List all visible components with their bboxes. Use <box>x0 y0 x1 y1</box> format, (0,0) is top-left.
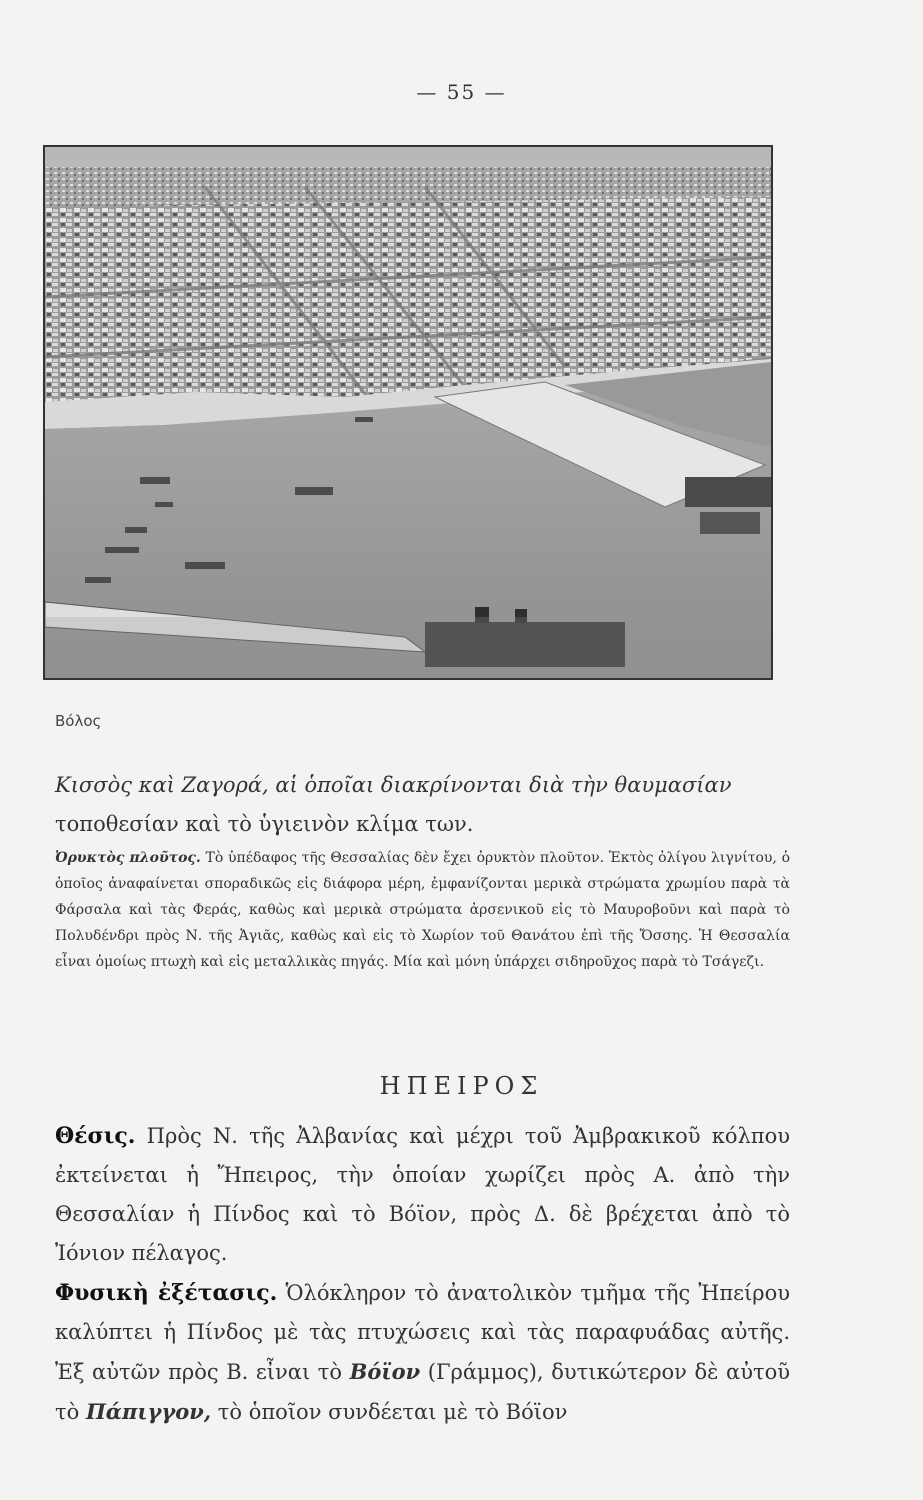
papingon-mountain-name: Πάπιγγον, <box>85 1399 212 1424</box>
mineral-wealth-label: Ὀρυκτὸς πλοῦτος. <box>55 850 201 866</box>
boion-mountain-name: Βόϊον <box>349 1359 421 1384</box>
intro-paragraph <box>55 766 790 844</box>
mineral-wealth-paragraph <box>55 845 790 975</box>
figure-caption: Βόλος <box>55 712 102 730</box>
position-label: Θέσις. <box>55 1123 136 1149</box>
intro-line-2: τοποθεσίαν καὶ τὸ ὑγιεινὸν κλίμα των. <box>55 812 474 836</box>
harbor-photograph <box>43 145 773 680</box>
position-paragraph <box>55 1117 790 1273</box>
section-heading: ΗΠΕΙΡΟΣ <box>379 1072 544 1100</box>
mineral-wealth-text: Τὸ ὑπέδαφος τῆς Θεσσαλίας δὲν ἔχει ὀρυκτὸν πλοῦτον. Ἐκτὸς ὀλίγου λιγνίτου, ὁ ὁποῖος ἀναφαίνεται σποραδικῶς εἰς διάφορα μέρη, ἐμφανίζονται μερικὰ στρώματα χρωμίου παρὰ τὰ Φάρσαλα καὶ τὰς Φεράς, καθὼς καὶ μερικὰ στρώματα ἀρσενικοῦ εἰς τὸ Μαυροβοῦνι καὶ παρὰ τὸ Πολυδένδρι πρὸς Ν. τῆς Ἀγιᾶς, καθὼς καὶ εἰς τὸ Χωρίον τοῦ Θανάτου ἐπὶ τῆς Ὄσσης. Ἡ Θεσσαλία εἶναι ὁμοίως πτωχὴ καὶ εἰς μεταλλικὰς πηγάς. Μία καὶ μόνη ὑπάρχει σιδηροῦχος παρὰ τὸ Τσάγεζι. <box>55 850 790 970</box>
position-text: Πρὸς Ν. τῆς Ἀλβανίας καὶ μέχρι τοῦ Ἀμβρακικοῦ κόλπου ἐκτείνεται ἡ Ἤπειρος, τὴν ὁποίαν χωρίζει πρὸς Α. ἀπὸ τὴν Θεσσαλίαν ἡ Πίνδος καὶ τὸ Βόϊον, πρὸς Δ. δὲ βρέχεται ἀπὸ τὸ Ἰόνιον πέλαγος. <box>55 1124 790 1265</box>
physical-text-1: Ὁλόκληρον τὸ ἀνατολικὸν τμῆμα τῆς Ἠπείρου καλύπτει ἡ Πίνδος μὲ τὰς πτυχώσεις καὶ τὰς παραφυάδας αὐτῆς. Ἐξ αὐτῶν πρὸς Β. εἶναι τὸ <box>55 1281 790 1384</box>
page-number: — 55 — <box>416 80 507 104</box>
physical-text-3: τὸ ὁποῖον συνδέεται μὲ τὸ Βόϊον <box>217 1400 568 1424</box>
physical-description-paragraph <box>55 1274 790 1432</box>
intro-line-1: Κισσὸς καὶ Ζαγορά, αἱ ὁποῖαι διακρίνονται διὰ τὴν θαυμασίαν <box>55 773 732 797</box>
aerial-city-harbor-image <box>45 147 771 678</box>
physical-label: Φυσικὴ ἐξέτασις. <box>55 1280 278 1306</box>
physical-text-2: (Γράμμος), δυτικώτερον δὲ αὐτοῦ τὸ <box>55 1360 790 1424</box>
